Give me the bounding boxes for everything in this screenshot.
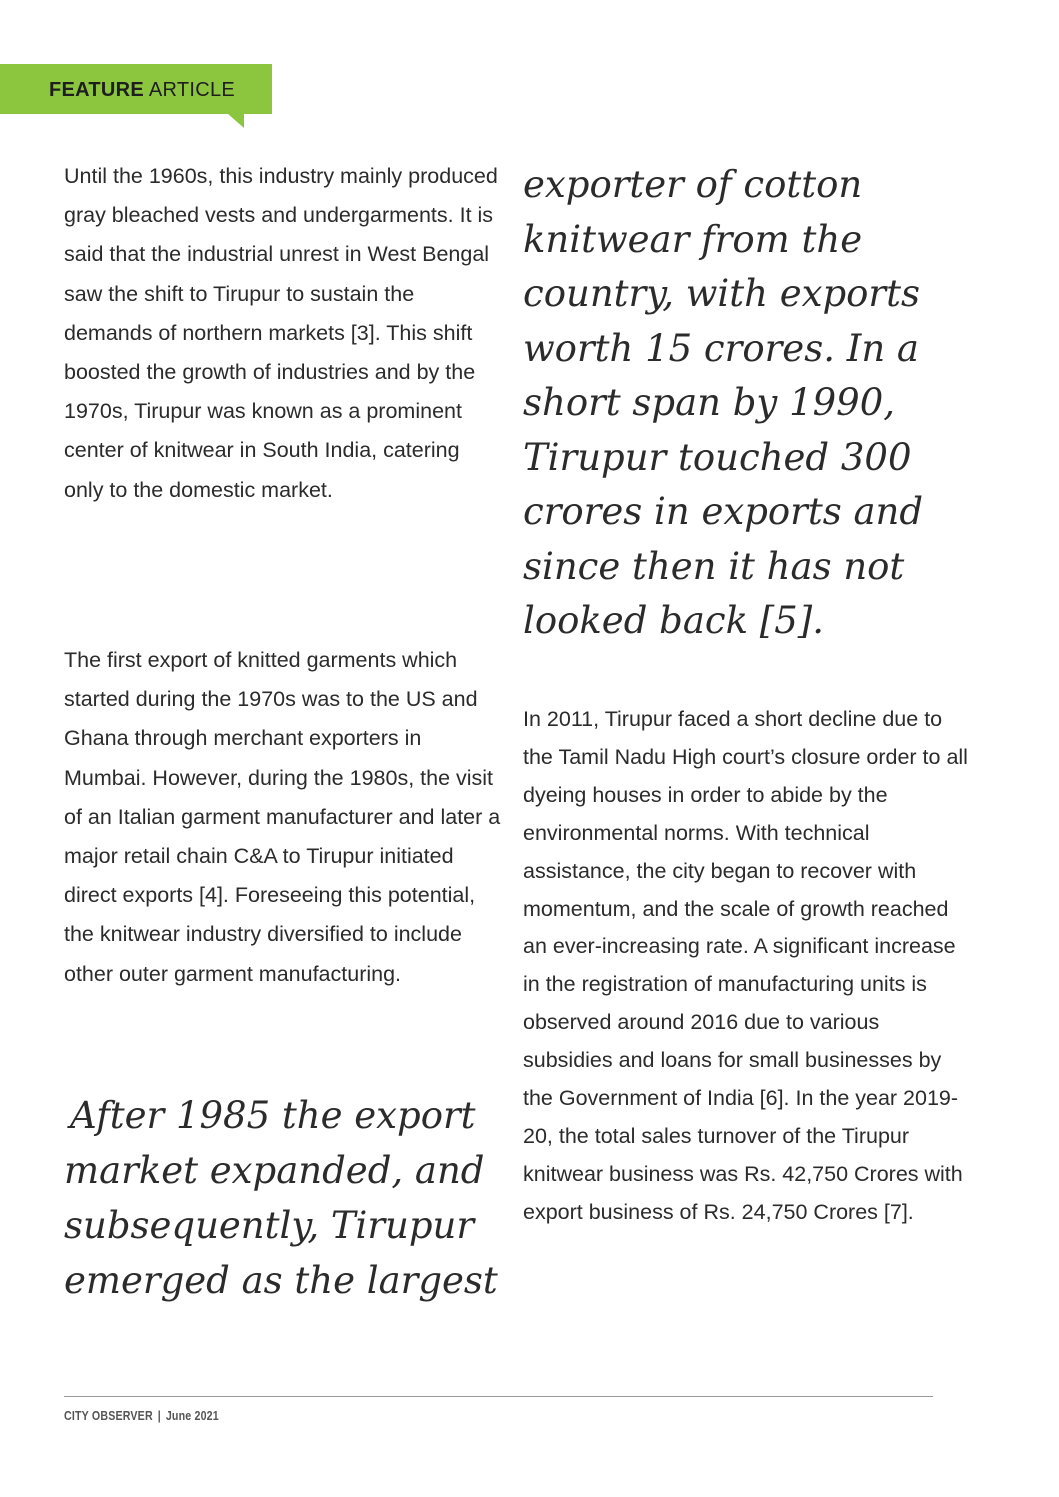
footer-date: June 2021	[165, 1408, 219, 1423]
footer-separator: |	[157, 1408, 161, 1423]
pull-quote-line: subsequently, Tirupur	[64, 1204, 475, 1247]
section-tag-bold: FEATURE	[49, 79, 145, 101]
pull-quote-line: After 1985 the export	[70, 1094, 476, 1137]
pull-quote-line: short span by 1990,	[523, 381, 896, 424]
pull-quote-line: exporter of cotton	[523, 163, 863, 206]
pull-quote-line: worth 15 crores. In a	[523, 326, 919, 370]
pull-quote-line: since then it has not	[523, 544, 905, 588]
pull-quote-line: looked back [5].	[523, 599, 824, 642]
pull-quote-line: emerged as the largest	[64, 1259, 498, 1302]
footer-divider	[64, 1396, 933, 1397]
footer	[64, 1408, 219, 1423]
section-tag-light: ARTICLE	[148, 79, 236, 101]
paragraph-2011-decline: In 2011, Tirupur faced a short decline due to the Tamil Nadu High court’s closure order to all dyeing houses in order to abide by the environmental norms. With technical assistance, the city began to recover with momentum, and the scale of growth reached an ever-increasing rate. A significant increase in the registration of manufacturing units is observed around 2016 due to various subsidies and loans for small businesses by the Government of India [6]. In the year 2019-20, the total sales turnover of the Tirupur knitwear business was Rs. 42,750 Crores with export business of Rs. 24,750 Crores [7].	[523, 707, 968, 1224]
footer-publication: CITY OBSERVER	[64, 1408, 153, 1423]
pull-quote-line: Tirupur touched 300	[523, 435, 912, 479]
paragraph-1960s-history: Until the 1960s, this industry mainly produced gray bleached vests and undergarments. It is said that the industrial unrest in West Bengal saw the shift to Tirupur to sustain the demands of northern markets [3]. This shift boosted the growth of industries and by the 1970s, Tirupur was known as a prominent center of knitwear in South India, catering only to the domestic market.	[64, 164, 498, 502]
pull-quote-left	[64, 1088, 498, 1308]
pull-quote-line: country, with exports	[523, 272, 920, 315]
paragraph-first-exports: The first export of knitted garments which started during the 1970s was to the US and Ghana through merchant exporters in Mumbai. However, during the 1980s, the visit of an Italian garment manufacturer and later a major retail chain C&A to Tirupur initiated direct exports [4]. Foreseeing this potential, the knitwear industry diversified to include other outer garment manufacturing.	[64, 648, 501, 986]
pull-quote-line: crores in exports and	[523, 490, 924, 533]
pull-quote-line: knitwear from the	[523, 217, 863, 261]
pull-quote-right	[523, 158, 923, 649]
section-tag-notch	[228, 114, 244, 128]
pull-quote-line: market expanded, and	[64, 1149, 485, 1192]
section-tag-label	[49, 64, 235, 116]
section-tag	[0, 64, 272, 114]
